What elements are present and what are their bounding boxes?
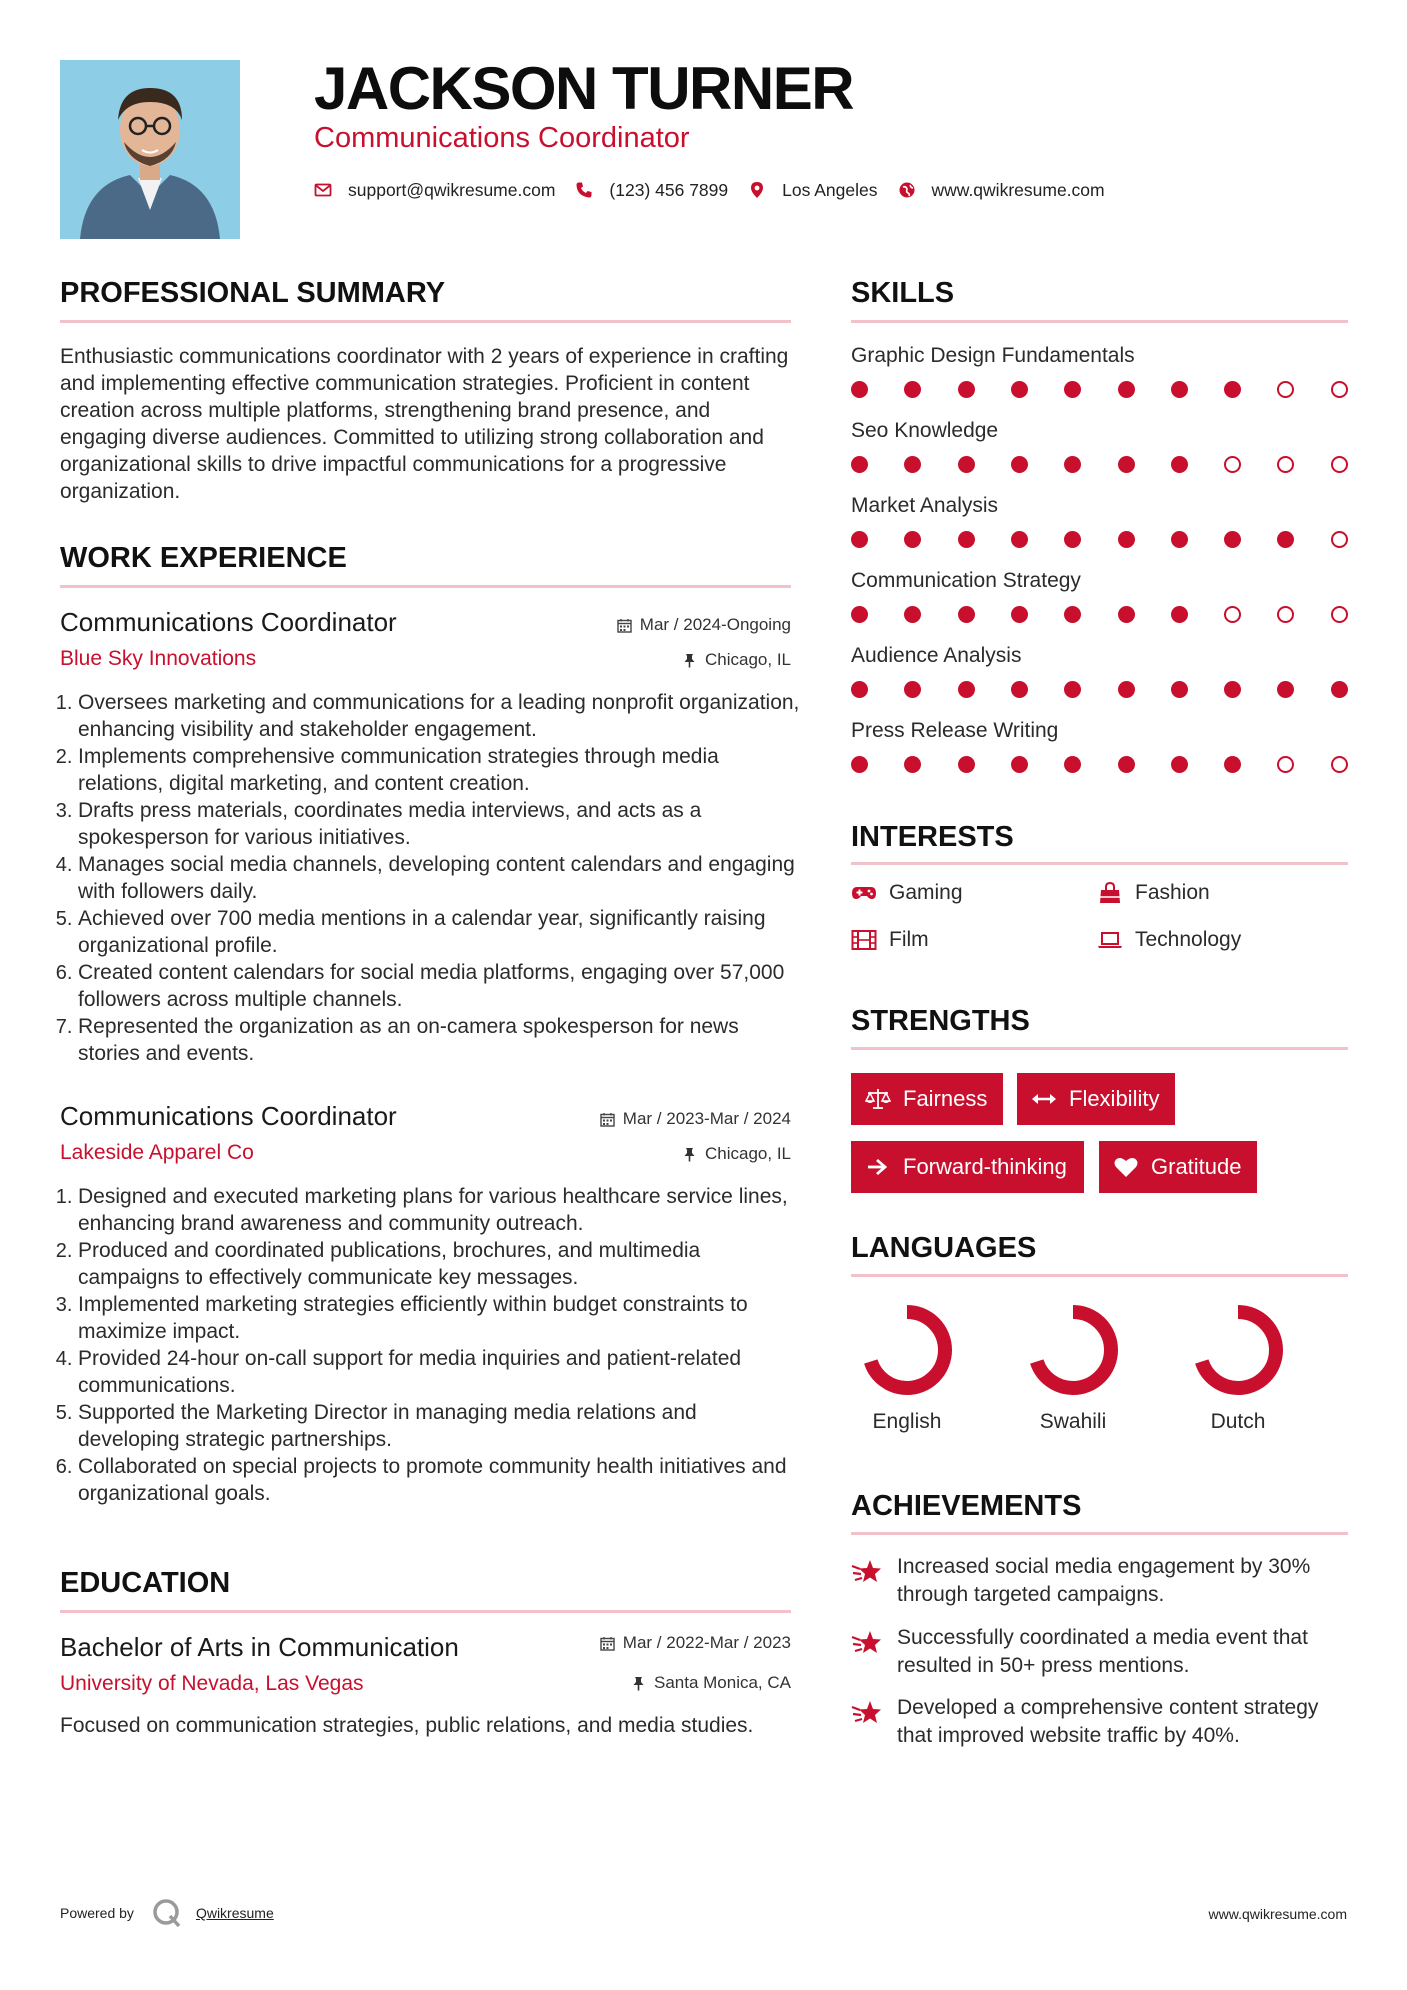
rating-dot-filled <box>1224 756 1241 773</box>
rating-dot-filled <box>851 681 868 698</box>
list-item: 1. Designed and executed marketing plans for various healthcare service lines, enhancing brand awareness and community outreach. <box>78 1183 800 1237</box>
rating-dot-filled <box>851 531 868 548</box>
rating-dot-filled <box>1118 381 1135 398</box>
rating-dot-empty <box>1277 756 1294 773</box>
pushpin-icon <box>631 1676 646 1691</box>
job-title: Communications Coordinator <box>60 1101 397 1131</box>
rating-dot-filled <box>1011 756 1028 773</box>
section-rule <box>60 320 791 323</box>
list-item: 6. Collaborated on special projects to promote community health initiatives and organizational goals. <box>78 1453 800 1507</box>
rating-dot-filled <box>1224 681 1241 698</box>
envelope-icon <box>314 181 332 199</box>
section-rule <box>851 1047 1348 1050</box>
achievement-item: Developed a comprehensive content strategy that improved website traffic by 40%. <box>851 1694 1321 1750</box>
contact-location <box>748 180 877 201</box>
skill-rating <box>851 381 1351 401</box>
job-dates-row <box>0 615 791 639</box>
rating-dot-filled <box>1118 531 1135 548</box>
rating-dot-filled <box>1224 381 1241 398</box>
rating-dot-filled <box>1171 606 1188 623</box>
brand-link[interactable]: Qwikresume <box>195 1905 274 1921</box>
job-dates: Mar / 2024-Ongoing <box>617 615 791 635</box>
rating-dot-filled <box>1171 756 1188 773</box>
interest-technology: Technology <box>1097 928 1241 952</box>
shopping-bag-icon <box>1097 882 1123 904</box>
rating-dot-filled <box>904 756 921 773</box>
rating-dot-empty <box>1331 756 1348 773</box>
rating-dot-filled <box>1171 531 1188 548</box>
rating-dot-empty <box>1331 456 1348 473</box>
section-rule <box>851 320 1348 323</box>
star-icon <box>851 1628 883 1658</box>
job-location-row <box>0 1144 791 1168</box>
language-name: English <box>872 1410 942 1433</box>
list-item: 5. Supported the Marketing Director in managing media relations and developing strategic partnerships. <box>78 1399 800 1453</box>
list-item: 4. Provided 24-hour on-call support for media inquiries and patient-related communications. <box>78 1345 800 1399</box>
rating-dot-filled <box>1277 531 1294 548</box>
rating-dot-filled <box>904 456 921 473</box>
rating-dot-filled <box>1064 456 1081 473</box>
contact-phone[interactable] <box>575 180 728 201</box>
strength-tag-flexibility: Flexibility <box>1017 1073 1175 1125</box>
footer-url[interactable]: www.qwikresume.com <box>1208 1906 1347 1922</box>
skill-name: Press Release Writing <box>851 719 1059 742</box>
experience-heading: WORK EXPERIENCE <box>60 542 347 574</box>
arrow-right-icon <box>865 1156 891 1178</box>
achievement-item: Increased social media engagement by 30% through targeted campaigns. <box>851 1553 1321 1609</box>
rating-dot-filled <box>958 381 975 398</box>
section-rule <box>60 585 791 588</box>
strength-tag-gratitude: Gratitude <box>1099 1141 1257 1193</box>
rating-dot-filled <box>1171 681 1188 698</box>
job-bullets <box>60 689 800 1067</box>
website-text: www.qwikresume.com <box>931 179 1105 200</box>
star-icon <box>851 1698 883 1728</box>
pushpin-icon <box>682 653 697 668</box>
rating-dot-filled <box>1171 381 1188 398</box>
rating-dot-empty <box>1277 456 1294 473</box>
map-pin-icon <box>748 181 766 199</box>
list-item: 5. Achieved over 700 media mentions in a calendar year, significantly raising organizational profile. <box>78 905 800 959</box>
section-rule <box>851 1532 1348 1535</box>
rating-dot-filled <box>958 606 975 623</box>
section-rule <box>851 862 1348 865</box>
rating-dot-filled <box>1011 606 1028 623</box>
job-dates: Mar / 2023-Mar / 2024 <box>600 1109 791 1129</box>
language-level-ring <box>857 1300 957 1400</box>
globe-icon <box>898 181 916 199</box>
education-location-row <box>0 1673 791 1697</box>
rating-dot-filled <box>958 756 975 773</box>
achievements-heading: ACHIEVEMENTS <box>851 1490 1082 1522</box>
candidate-title: Communications Coordinator <box>314 122 690 154</box>
education-heading: EDUCATION <box>60 1567 231 1599</box>
arrows-horizontal-icon <box>1031 1088 1057 1110</box>
skill-rating <box>851 606 1351 626</box>
rating-dot-empty <box>1331 606 1348 623</box>
job-company: Blue Sky Innovations <box>60 647 257 670</box>
education-description: Focused on communication strategies, public relations, and media studies. <box>60 1714 754 1737</box>
education-dates: Mar / 2022-Mar / 2023 <box>600 1633 791 1653</box>
rating-dot-filled <box>1011 381 1028 398</box>
interest-fashion: Fashion <box>1097 881 1210 905</box>
rating-dot-filled <box>1064 606 1081 623</box>
language-level-ring <box>1023 1300 1123 1400</box>
rating-dot-empty <box>1224 456 1241 473</box>
film-icon <box>851 929 877 951</box>
rating-dot-filled <box>1064 681 1081 698</box>
achievement-item: Successfully coordinated a media event that resulted in 50+ press mentions. <box>851 1624 1321 1680</box>
calendar-icon <box>600 1636 615 1651</box>
rating-dot-empty <box>1331 531 1348 548</box>
rating-dot-filled <box>1331 681 1348 698</box>
rating-dot-filled <box>1064 756 1081 773</box>
contact-website[interactable] <box>898 180 1105 201</box>
job-company: Lakeside Apparel Co <box>60 1141 254 1164</box>
job-bullets <box>60 1183 800 1507</box>
summary-text: Enthusiastic communications coordinator with 2 years of experience in crafting and implementing effective communication strategies. Proficient in content creation across multiple platforms, strengthening brand presence, and engaging diverse audiences. Committed to utilizing strong collaboration and organizational skills to drive impactful communications for a progressive organization. <box>60 345 789 503</box>
rating-dot-filled <box>851 606 868 623</box>
rating-dot-empty <box>1277 606 1294 623</box>
interest-film: Film <box>851 928 929 952</box>
email-text: support@qwikresume.com <box>348 179 556 200</box>
job-location-row <box>0 650 791 674</box>
rating-dot-filled <box>958 531 975 548</box>
school-name: University of Nevada, Las Vegas <box>60 1672 364 1695</box>
rating-dot-empty <box>1277 381 1294 398</box>
skill-name: Audience Analysis <box>851 644 1022 667</box>
skill-rating <box>851 681 1351 701</box>
rating-dot-filled <box>1011 531 1028 548</box>
language-item <box>1013 1300 1133 1434</box>
language-name: Dutch <box>1210 1410 1266 1433</box>
laptop-icon <box>1097 929 1123 951</box>
strength-tag-fairness: Fairness <box>851 1073 1003 1125</box>
pushpin-icon <box>682 1147 697 1162</box>
languages-heading: LANGUAGES <box>851 1232 1037 1264</box>
profile-photo <box>60 60 240 239</box>
job-dates-row <box>0 1109 791 1133</box>
list-item: 4. Manages social media channels, developing content calendars and engaging with followers daily. <box>78 851 800 905</box>
location-text: Los Angeles <box>782 179 878 200</box>
rating-dot-filled <box>1064 381 1081 398</box>
contact-email[interactable] <box>314 180 555 201</box>
rating-dot-filled <box>851 456 868 473</box>
rating-dot-filled <box>1224 531 1241 548</box>
skill-rating <box>851 756 1351 776</box>
star-icon <box>851 1557 883 1587</box>
contact-bar <box>314 178 1125 202</box>
rating-dot-empty <box>1331 381 1348 398</box>
rating-dot-filled <box>904 531 921 548</box>
candidate-name: JACKSON TURNER <box>314 55 854 122</box>
job-location: Chicago, IL <box>682 1144 791 1164</box>
rating-dot-filled <box>1118 756 1135 773</box>
summary-heading: PROFESSIONAL SUMMARY <box>60 277 446 309</box>
rating-dot-filled <box>851 381 868 398</box>
rating-dot-filled <box>904 606 921 623</box>
language-level-ring <box>1188 1300 1288 1400</box>
job-title: Communications Coordinator <box>60 607 397 637</box>
balance-scale-icon <box>865 1088 891 1110</box>
skill-rating <box>851 456 1351 476</box>
list-item: 3. Drafts press materials, coordinates media interviews, and acts as a spokesperson for various initiatives. <box>78 797 800 851</box>
rating-dot-filled <box>1064 531 1081 548</box>
language-item <box>847 1300 967 1434</box>
education-location: Santa Monica, CA <box>631 1673 791 1693</box>
rating-dot-filled <box>1118 681 1135 698</box>
section-rule <box>60 1610 791 1613</box>
rating-dot-filled <box>1277 681 1294 698</box>
education-dates-row <box>0 1633 791 1657</box>
list-item: 1. Oversees marketing and communications for a leading nonprofit organization, enhancing visibility and stakeholder engagement. <box>78 689 800 743</box>
skill-name: Communication Strategy <box>851 569 1081 592</box>
rating-dot-filled <box>1011 681 1028 698</box>
skill-name: Graphic Design Fundamentals <box>851 344 1135 367</box>
rating-dot-filled <box>958 681 975 698</box>
language-name: Swahili <box>1039 1410 1107 1433</box>
list-item: 2. Produced and coordinated publications, brochures, and multimedia campaigns to effectively communicate key messages. <box>78 1237 800 1291</box>
rating-dot-filled <box>1011 456 1028 473</box>
strength-tag-forward-thinking: Forward-thinking <box>851 1141 1084 1193</box>
phone-icon <box>575 181 593 199</box>
list-item: 2. Implements comprehensive communication strategies through media relations, digital marketing, and content creation. <box>78 743 800 797</box>
rating-dot-filled <box>851 756 868 773</box>
skill-name: Seo Knowledge <box>851 419 999 442</box>
rating-dot-filled <box>1118 606 1135 623</box>
interests-heading: INTERESTS <box>851 821 1014 853</box>
calendar-icon <box>600 1112 615 1127</box>
rating-dot-filled <box>958 456 975 473</box>
footer-powered-by: Powered by Qwikresume <box>60 1898 274 1928</box>
skills-heading: SKILLS <box>851 277 955 309</box>
list-item: 7. Represented the organization as an on-camera spokesperson for news stories and events. <box>78 1013 800 1067</box>
language-item <box>1178 1300 1298 1434</box>
rating-dot-filled <box>904 681 921 698</box>
calendar-icon <box>617 618 632 633</box>
strengths-heading: STRENGTHS <box>851 1005 1030 1037</box>
rating-dot-empty <box>1224 606 1241 623</box>
degree-title: Bachelor of Arts in Communication <box>60 1632 459 1662</box>
list-item: 6. Created content calendars for social media platforms, engaging over 57,000 followers across multiple channels. <box>78 959 800 1013</box>
skill-name: Market Analysis <box>851 494 999 517</box>
list-item: 3. Implemented marketing strategies efficiently within budget constraints to maximize impact. <box>78 1291 800 1345</box>
heart-icon <box>1113 1156 1139 1178</box>
section-rule <box>851 1274 1348 1277</box>
interest-gaming: Gaming <box>851 881 963 905</box>
gamepad-icon <box>851 882 877 904</box>
phone-text: (123) 456 7899 <box>609 179 729 200</box>
skill-rating <box>851 531 1351 551</box>
rating-dot-filled <box>904 381 921 398</box>
rating-dot-filled <box>1171 456 1188 473</box>
job-location: Chicago, IL <box>682 650 791 670</box>
qwikresume-logo-icon <box>152 1898 182 1928</box>
rating-dot-filled <box>1118 456 1135 473</box>
